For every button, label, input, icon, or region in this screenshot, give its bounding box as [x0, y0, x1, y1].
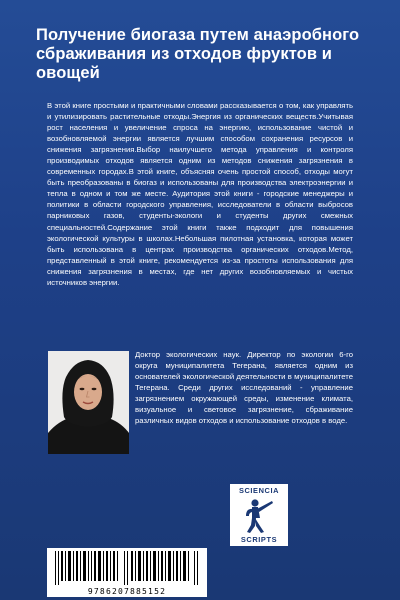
- author-bio: Доктор экологических наук. Директор по экологии 6-го округа муниципалитета Тегерана, является одним из основателей экологической деятельности в муниципалитете Тегерана. Среди других исследований - управление загрязнением окружающей среды, изменение климата, визуальное и световое загрязнение, сбраживание различных видов отходов и использование отходов в воде.: [135, 350, 353, 426]
- barcode-bars-graphic: [53, 551, 201, 585]
- author-portrait-image: [48, 351, 129, 454]
- scientist-figure-icon: [243, 496, 275, 534]
- isbn-barcode: [47, 548, 207, 597]
- barcode-number: 9786207885152: [87, 587, 167, 596]
- book-title: Получение биогаза путем анаэробного сбраживания из отходов фруктов и овощей: [36, 26, 360, 82]
- author-photo: [48, 351, 129, 454]
- book-description: В этой книге простыми и практичными словами рассказывается о том, как управлять и утилизировать растительные отходы.Энергия из органических веществ.Учитывая рост населения и увеличение спроса на энергию, использование чистой и возобновляемой энергии является лучшим способом сохранения ресурсов и снижения загрязнения.Выбор наилучшего метода управления и контроля производимых отходов является одним из методов снижения загрязнения в современных городах.В этой книге, объясняя очень простой способ, отходы могут быть преобразованы в биогаз и использованы для производства электроэнергии и тепла в одном и том же месте. Аудитория этой книги - городские менеджеры и политики в области городского управления, исследователи в области выбросов парниковых газов, студенты-экологи и студенты других смежных специальностей.Содержание этой книги также подходит для повышения экологической культуры в школах.Небольшая пилотная установка, которая может быть использована в центрах производства органических отходов.Метод, представленный в этой книге, рекомендуется из-за простоты использования для снижения загрязнения в местах, где нет других возобновляемых и чистых источников энергии.: [47, 101, 353, 287]
- publisher-logo-line2: SCRIPTS: [240, 535, 278, 544]
- publisher-logo-line1: SCIENCIA: [238, 486, 280, 495]
- publisher-logo: [230, 484, 288, 546]
